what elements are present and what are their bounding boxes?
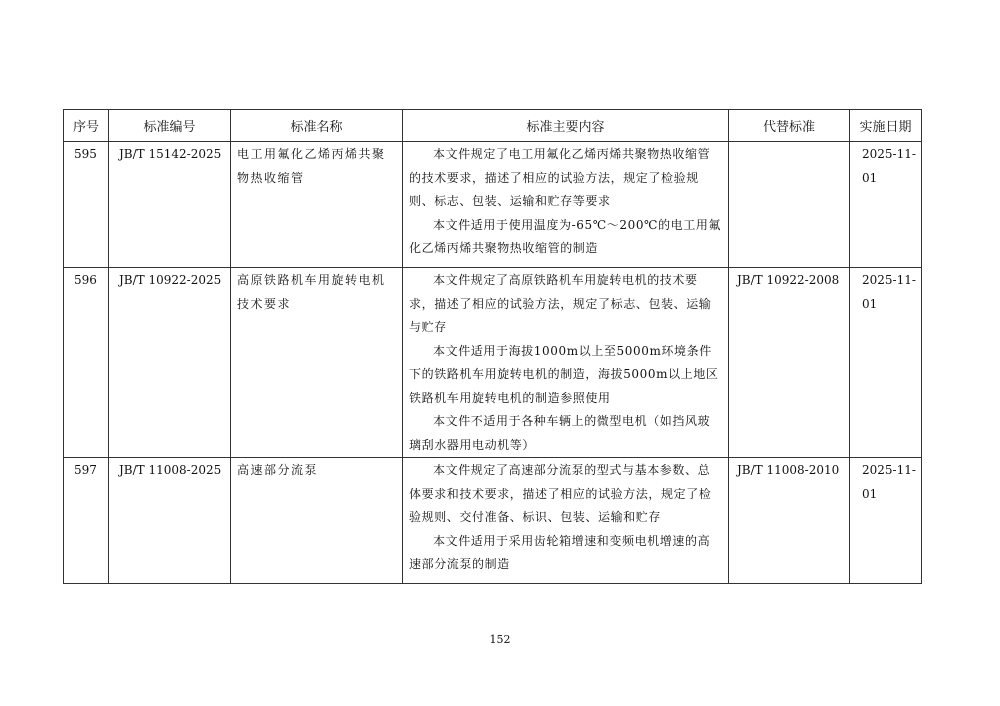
table-row [64,142,922,268]
header-name: 标准名称 [231,110,403,142]
row-name: 电工用氟化乙烯丙烯共聚物热收缩管 [231,142,403,268]
row-no: 595 [64,142,109,268]
header-content: 标准主要内容 [403,110,729,142]
row-name: 高速部分流泵 [231,458,403,584]
header-no: 序号 [64,110,109,142]
header-date: 实施日期 [850,110,922,142]
header-replaces: 代替标准 [729,110,850,142]
table-row [64,458,922,584]
table-row [64,268,922,458]
row-code: JB/T 15142-2025 [109,142,231,268]
content-paragraph: 本文件不适用于各种车辆上的微型电机（如挡风玻璃刮水器用电动机等） [409,414,711,452]
row-code: JB/T 11008-2025 [109,458,231,584]
content-paragraph: 本文件规定了高原铁路机车用旋转电机的技术要求，描述了相应的试验方法，规定了标志、包装、运输与贮存 [409,273,712,334]
row-date: 2025-11-01 [850,458,922,584]
row-replaces [729,142,850,268]
row-date: 2025-11-01 [850,142,922,268]
row-no: 597 [64,458,109,584]
row-replaces: JB/T 10922-2008 [729,268,850,458]
row-code: JB/T 10922-2025 [109,268,231,458]
row-date: 2025-11-01 [850,268,922,458]
page-number: 152 [489,633,511,646]
row-no: 596 [64,268,109,458]
content-paragraph: 本文件适用于海拔1000m以上至5000m环境条件下的铁路机车用旋转电机的制造，海拔5000m以上地区铁路机车用旋转电机的制造参照使用 [409,343,719,405]
standards-table [63,109,922,584]
content-paragraph: 本文件规定了高速部分流泵的型式与基本参数、总体要求和技术要求，描述了相应的试验方法，规定了检验规则、交付准备、标识、包装、运输和贮存 [409,463,712,524]
row-content [403,268,729,458]
header-code: 标准编号 [109,110,231,142]
content-paragraph: 本文件适用于采用齿轮箱增速和变频电机增速的高速部分流泵的制造 [409,533,711,571]
content-paragraph: 本文件规定了电工用氟化乙烯丙烯共聚物热收缩管的技术要求，描述了相应的试验方法，规定了检验规则、标志、包装、运输和贮存等要求 [409,147,711,208]
table-header-row [64,110,922,142]
row-name: 高原铁路机车用旋转电机技术要求 [231,268,403,458]
row-content [403,142,729,268]
content-paragraph: 本文件适用于使用温度为-65℃～200℃的电工用氟化乙烯丙烯共聚物热收缩管的制造 [409,217,722,255]
row-replaces: JB/T 11008-2010 [729,458,850,584]
row-content [403,458,729,584]
